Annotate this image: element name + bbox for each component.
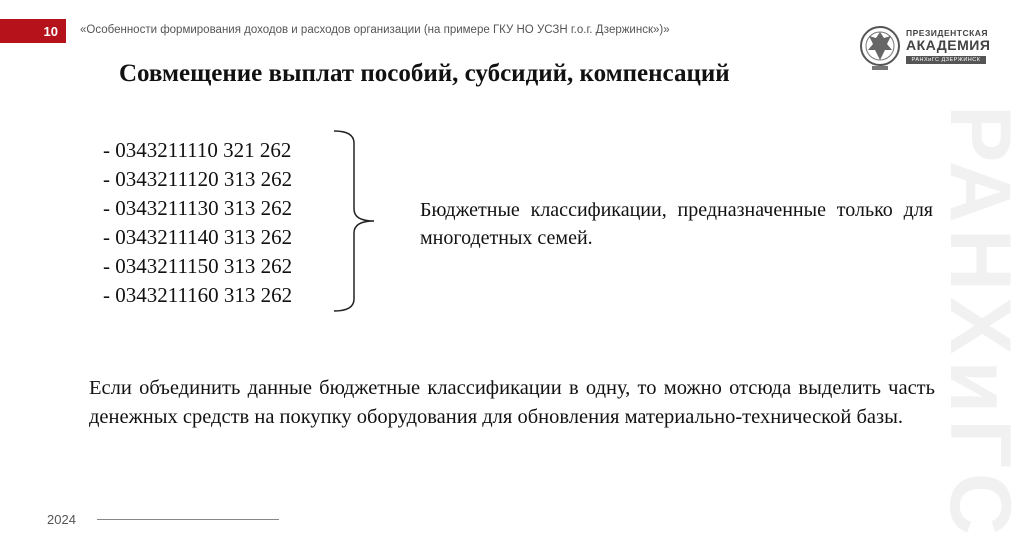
logo-line-1: ПРЕЗИДЕНТСКАЯ: [906, 28, 989, 38]
slide-number-badge: [0, 19, 66, 43]
budget-code: - 0343211150 313 262: [103, 254, 293, 278]
logo-band: РАНХиГС ДЗЕРЖИНСК: [906, 56, 986, 64]
budget-codes-list: [103, 136, 292, 310]
budget-code: - 0343211120 313 262: [103, 167, 293, 191]
budget-code: - 0343211130 313 262: [103, 196, 293, 220]
academy-logo: [858, 20, 991, 76]
footer-year: 2024: [47, 512, 76, 527]
classification-note: Бюджетные классификации, предназначенные только для многодетных семей.: [420, 199, 933, 249]
budget-code: - 0343211160 313 262: [103, 283, 293, 307]
budget-code: - 0343211140 313 262: [103, 225, 293, 249]
budget-code: - 0343211110 321 262: [103, 138, 292, 162]
right-brace-icon: [332, 129, 380, 313]
slide-number: 10: [43, 23, 58, 39]
header-title: «Особенности формирования доходов и расходов организации (на примере ГКУ НО УСЗН г.о.г. Дзержинск»)»: [80, 24, 670, 36]
footer-divider: [97, 519, 279, 520]
logo-line-2: АКАДЕМИЯ: [906, 37, 991, 53]
conclusion-paragraph: Если объединить данные бюджетные классификации в одну, то можно отсюда выделить часть денежных средств на покупку оборудования для обновления материально-технической базы.: [89, 377, 935, 428]
watermark-text: РАНХиГС: [932, 105, 1028, 541]
page-title: Совмещение выплат пособий, субсидий, компенсаций: [119, 60, 730, 87]
eagle-emblem-icon: [858, 20, 902, 76]
watermark: [932, 75, 1028, 541]
